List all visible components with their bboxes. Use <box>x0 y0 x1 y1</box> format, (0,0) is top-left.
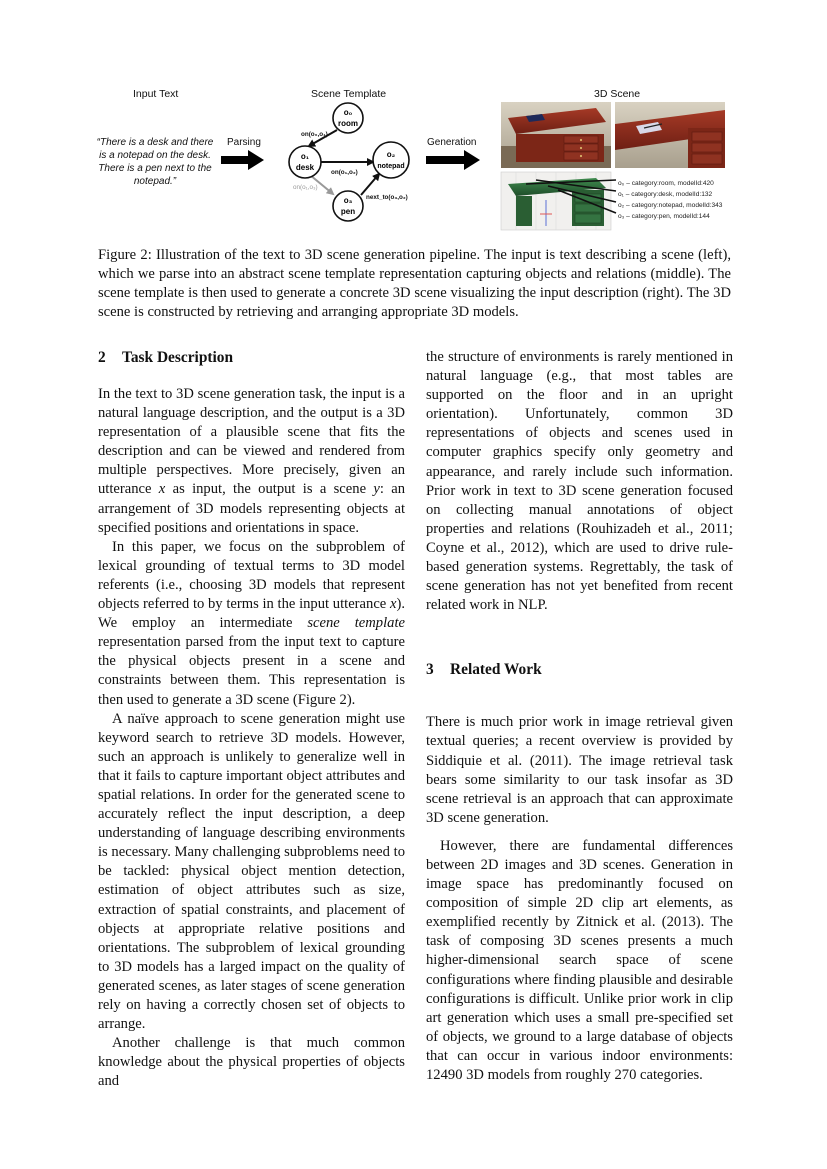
legend-o3: o₃ – category:pen, modelId:144 <box>618 213 710 220</box>
node-o1 <box>289 146 321 178</box>
section-2-paragraph-1 <box>98 385 405 538</box>
math-x: x <box>390 596 397 613</box>
heading-3d-scene: 3D Scene <box>594 88 641 100</box>
text-run: representation parsed from the input text to capture the physical objects present in a scene and constraints between them. This representation is then used to generate a 3D scene (Figure 2). <box>98 634 405 708</box>
text-run: In the text to 3D scene generation task, the input is a natural language description, and the output is a 3D representation of a plausible scene that fits the description and can be viewed and rendered from multiple perspectives. More precisely, given an utterance <box>98 386 405 498</box>
right-column <box>426 348 733 1085</box>
figure-2 <box>96 84 732 234</box>
generation-arrow <box>426 137 480 170</box>
section-3-number: 3 <box>426 661 434 679</box>
edge-label-on-o1-o2: on(o₁,o₂) <box>331 169 358 176</box>
generation-label: Generation <box>427 137 477 148</box>
section-2-heading <box>98 348 405 368</box>
section-3-heading <box>426 660 733 680</box>
heading-scene-template: Scene Template <box>311 88 387 100</box>
render-red-desk-close <box>615 102 725 168</box>
section-2-paragraph-4: Another challenge is that much common knowledge about the physical properties of objects and <box>98 1035 405 1090</box>
parsing-arrow <box>221 137 264 170</box>
math-x: x <box>158 481 166 498</box>
node-o2-label: notepad <box>377 163 405 170</box>
emphasis-scene-template: scene template <box>307 615 405 632</box>
figure-caption: Figure 2: Illustration of the text to 3D scene generation pipeline. The input is text describing a scene (left), which we parse into an abstract scene template representation capturing objects and relations (middle). The scene template is then used to generate a concrete 3D scene visualizing the input description (right). The 3D scene is constructed by retrieving and arranging appropriate 3D models. <box>98 247 731 320</box>
pipeline-diagram <box>96 84 732 234</box>
text-run: : an arrangement of 3D models representing objects at specified positions and orientations in space. <box>98 481 405 536</box>
section-3-title: Related Work <box>450 661 542 679</box>
render-green-desk <box>501 172 616 230</box>
section-3-paragraph-1: There is much prior work in image retrieval given textual queries; a recent overview is provided by Siddiquie et al. (2011). The image retrieval task bears some similarity to our task insofar as 3D scene retrieval is an approach that can approximate 3D scene generation. <box>426 714 733 826</box>
text-run: ). We employ an intermediate <box>98 596 405 632</box>
legend-o1: o₁ – category:desk, modelId:132 <box>618 191 713 198</box>
legend-o0: o₀ – category:room, modelId:420 <box>618 180 714 187</box>
node-o2-id: o₂ <box>386 150 396 159</box>
section-2-paragraph-4-continued: the structure of environments is rarely mentioned in natural language (e.g., that most tables are supported on the floor and in an upright orientation). Unfortunately, common 3D representations of objects and scenes used in computer graphics specify only geometry and appearance, and rarely include such information. Prior work in text to 3D scene generation focused on collecting manual annotations of object properties and relations (Rouhizadeh et al., 2011; Coyne et al., 2012), which are used to drive rule-based generation systems. Regrettably, the task of scene generation has not yet benefited from recent related work in NLP. <box>426 349 733 614</box>
parsing-label: Parsing <box>227 137 261 148</box>
text-run: as input, the output is a scene <box>165 481 374 498</box>
edge-o3-o2 <box>361 174 379 195</box>
legend-o2: o₂ – category:notepad, modelId:343 <box>618 202 723 209</box>
text-run: In this paper, we focus on the subproblem of lexical grounding of textual terms to 3D model referents (i.e., choosing 3D models that represent objects referred to by terms in the input utterance <box>98 538 405 613</box>
edge-label-on-o0-o1: on(o₀,o₁) <box>301 131 328 138</box>
math-y: y <box>373 481 380 498</box>
node-o1-id: o₁ <box>300 152 310 161</box>
section-2-number: 2 <box>98 349 106 366</box>
node-o3-id: o₃ <box>343 196 353 205</box>
scene-template-graph <box>289 103 409 221</box>
edge-label-on-o1-o3: on(o₁,o₃) <box>293 184 318 191</box>
node-o2 <box>373 142 409 178</box>
section-2-title: Task Description <box>122 349 234 366</box>
section-2-paragraph-2 <box>98 538 405 710</box>
left-column <box>98 348 405 1091</box>
node-o1-label: desk <box>295 163 315 172</box>
heading-input-text: Input Text <box>133 88 179 100</box>
node-o0-label: room <box>338 119 358 128</box>
edge-label-next-to: next_to(o₃,o₂) <box>366 194 408 201</box>
section-2-paragraph-3: A naïve approach to scene generation might use keyword search to retrieve 3D models. However, such an approach is unlikely to generalize well in that it fails to capture important object attributes and spatial relations. In order for the generated scene to accurately reflect the input description, a deep understanding of language describing environments is necessary. Many challenging subproblems need to be tackled: physical object mention detection, estimation of object attributes such as size, extraction of spatial constraints, and placement of objects at appropriate relative positions and orientations. The subproblem of lexical grounding to 3D models has a larged impact on the quality of generated scenes, as later stages of scene generation rely on having a correctly chosen set of objects to arrange. <box>98 710 405 1033</box>
input-utterance: “There is a desk and there is a notepad on the desk. There is a pen next to the notepad.” <box>96 137 214 187</box>
section-3-paragraph-2: However, there are fundamental differences between 2D images and 3D scenes. Generation in image space has predominantly focused on composition of simple 2D clip art elements, as exemplified recently by Zitnick et al. (2013). The task of composing 3D scenes presents a much higher-dimensional search space of scene configurations where finding plausible and desirable configurations is difficult. Unlike prior work in clip art generation which uses a small pre-specified set of objects, we ground to a large database of objects that can occur in various indoor environments: 12490 3D models from roughly 270 categories. <box>426 837 733 1083</box>
node-o3-label: pen <box>340 207 356 216</box>
node-o0-id: o₀ <box>343 108 353 117</box>
render-red-desk-wide <box>501 102 611 168</box>
